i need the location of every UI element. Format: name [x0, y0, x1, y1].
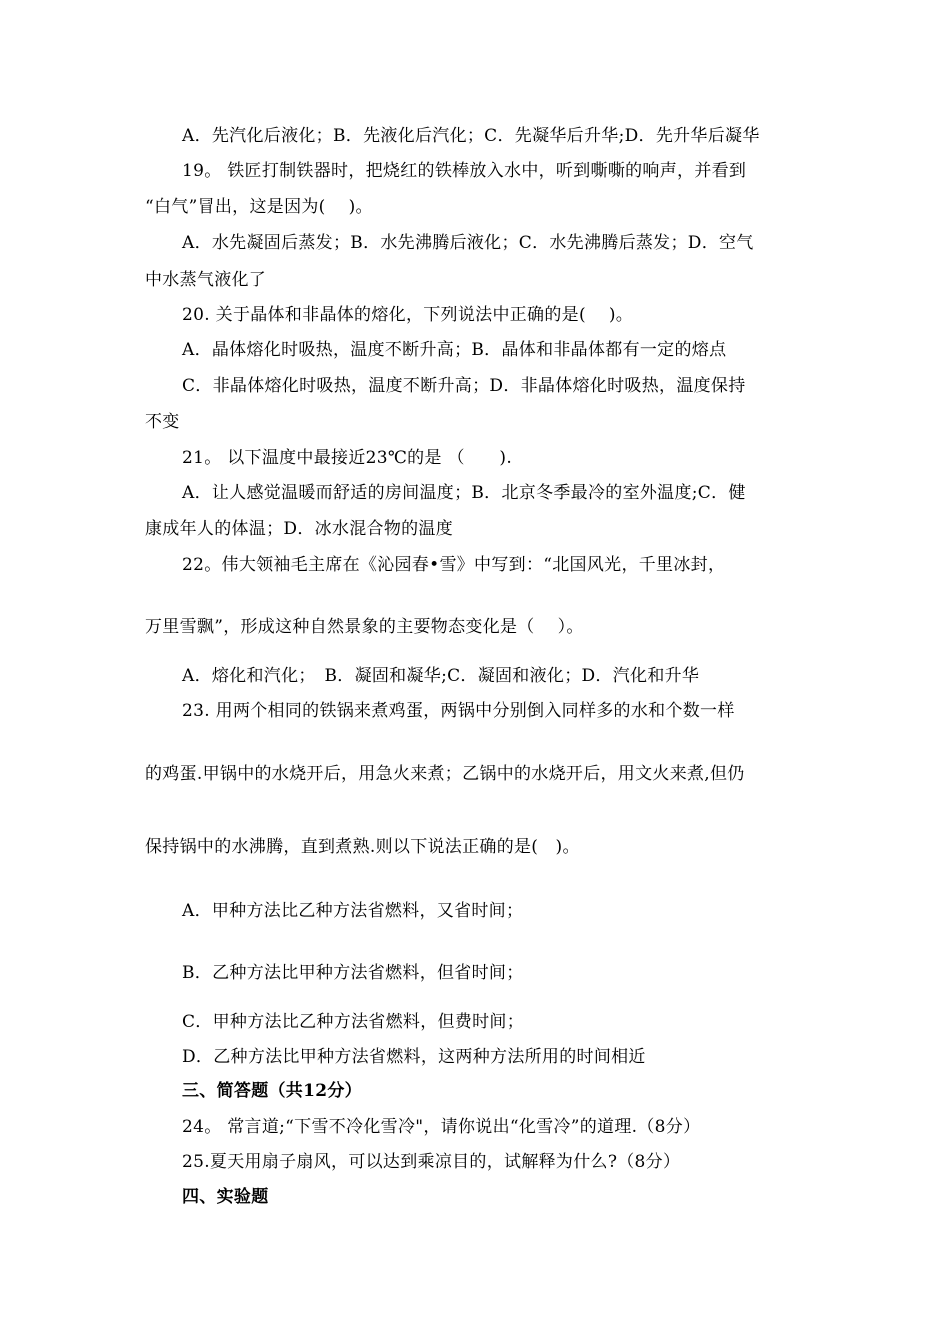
section-4-heading: 四、实验题 — [182, 1187, 269, 1207]
q23-stem-cont2: 保持锅中的水沸腾，直到煮熟.则以下说法正确的是( )。 — [145, 837, 580, 857]
q20-options-ab: A．晶体熔化时吸热，温度不断升高；B．晶体和非晶体都有一定的熔点 — [182, 340, 727, 360]
q19-options: A．水先凝固后蒸发；B．水先沸腾后液化；C．水先沸腾后蒸发；D．空气 — [182, 233, 754, 253]
q23-stem: 23. 用两个相同的铁锅来煮鸡蛋，两锅中分别倒入同样多的水和个数一样 — [182, 701, 735, 721]
q23-option-d: D．乙种方法比甲种方法省燃料，这两种方法所用的时间相近 — [182, 1047, 646, 1067]
q21-options: A．让人感觉温暖而舒适的房间温度；B．北京冬季最冷的室外温度;C．健 — [182, 483, 746, 503]
q22-stem: 22。伟大领袖毛主席在《沁园春•雪》中写到：“北国风光，千里冰封， — [182, 555, 726, 575]
q20-options-cd: C．非晶体熔化时吸热，温度不断升高；D．非晶体熔化时吸热，温度保持 — [182, 376, 746, 396]
q23-option-b: B．乙种方法比甲种方法省燃料，但省时间； — [182, 963, 524, 983]
q25-stem: 25.夏天用扇子扇风，可以达到乘凉目的，试解释为什么?（8分） — [182, 1152, 681, 1172]
q23-stem-cont1: 的鸡蛋.甲锅中的水烧开后，用急火来煮；乙锅中的水烧开后，用文火来煮,但仍 — [145, 764, 745, 784]
q19-options-cont: 中水蒸气液化了 — [145, 270, 267, 290]
q21-stem: 21。 以下温度中最接近23℃的是 （ ). — [182, 448, 513, 468]
section-3-heading: 三、简答题（共12分） — [182, 1081, 362, 1101]
q21-options-cont: 康成年人的体温；D．冰水混合物的温度 — [145, 519, 454, 539]
q19-stem: 19。 铁匠打制铁器时，把烧红的铁棒放入水中，听到嘶嘶的响声，并看到 — [182, 161, 747, 181]
q23-option-c: C．甲种方法比乙种方法省燃料，但费时间； — [182, 1012, 525, 1032]
q23-option-a: A．甲种方法比乙种方法省燃料，又省时间； — [182, 901, 524, 921]
q24-stem: 24。 常言道;“下雪不冷化雪冷"，请你说出“化雪冷”的道理.（8分） — [182, 1117, 701, 1137]
q20-stem: 20. 关于晶体和非晶体的熔化，下列说法中正确的是( )。 — [182, 305, 634, 325]
q22-stem-cont: 万里雪飘”，形成这种自然景象的主要物态变化是（ ）。 — [145, 617, 584, 637]
q19-stem-cont: “白气”冒出，这是因为( )。 — [145, 197, 373, 217]
q22-options: A．熔化和汽化； B．凝固和凝华;C．凝固和液化；D．汽化和升华 — [182, 666, 700, 686]
q18-options: A．先汽化后液化；B．先液化后汽化；C．先凝华后升华;D．先升华后凝华 — [182, 126, 760, 146]
q20-options-cont: 不变 — [145, 412, 180, 432]
